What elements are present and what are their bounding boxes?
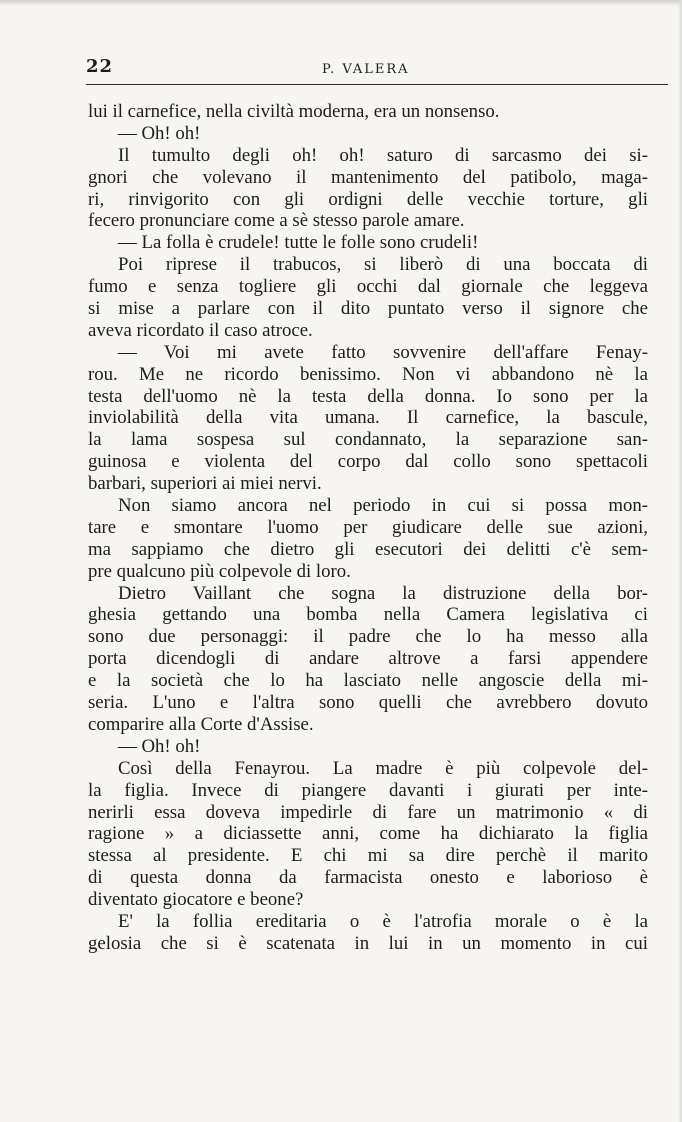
text-line: e la società che lo ha lasciato nelle angoscie della mi- (88, 670, 648, 692)
text-line: barbari, superiori ai miei nervi. (88, 473, 322, 495)
text-line: diventato giocatore e beone? (88, 889, 304, 911)
text-line: gnori che volevano il mantenimento del patibolo, maga- (88, 166, 648, 188)
text-line: inviolabilità della vita umana. Il carnefice, la bascule, (88, 407, 648, 429)
text-line: porta dicendogli di andare altrove a farsi appendere (88, 648, 648, 670)
text-line: ghesia gettando una bomba nella Camera legislativa ci (88, 604, 648, 626)
text-line: aveva ricordato il caso atroce. (88, 319, 313, 341)
text-line: ragione » a diciassette anni, come ha dichiarato la figlia (88, 823, 648, 845)
text-line: pre qualcuno più colpevole di loro. (88, 560, 351, 582)
running-head: P. VALERA (322, 62, 410, 77)
scan-edge (678, 0, 682, 1122)
text-line: fumo e senza togliere gli occhi dal giornale che leggeva (88, 276, 648, 298)
text-line: la figlia. Invece di piangere davanti i giurati per inte- (88, 779, 648, 801)
text-line: seria. L'uno e l'altra sono quelli che avrebbero dovuto (88, 692, 648, 714)
text-line: lui il carnefice, nella civiltà moderna, era un nonsenso. (88, 101, 500, 122)
text-line: Il tumulto degli oh! oh! saturo di sarcasmo dei si- (118, 144, 648, 166)
text-line: di questa donna da farmacista onesto e laborioso è (88, 867, 648, 889)
text-line: Così della Fenayrou. La madre è più colpevole del- (118, 757, 648, 779)
text-line: ri, rinvigorito con gli ordigni delle vecchie torture, gli (88, 188, 648, 210)
text-line: comparire alla Corte d'Assise. (88, 713, 314, 735)
text-line: — La folla è crudele! tutte le folle sono crudeli! (118, 232, 479, 254)
text-line: Dietro Vaillant che sogna la distruzione della bor- (118, 582, 648, 604)
text-line: — Oh! oh! (118, 122, 201, 144)
text-line: gelosia che si è scatenata in lui in un momento in cui (88, 932, 648, 954)
text-line: Poi riprese il trabucos, si liberò di una boccata di (118, 254, 648, 276)
header-rule (86, 84, 668, 85)
text-line: testa dell'uomo nè la testa della donna. Io sono per la (88, 385, 648, 407)
text-line: tare e smontare l'uomo per giudicare delle sue azioni, (88, 516, 648, 538)
text-line: sono due personaggi: il padre che lo ha messo alla (88, 626, 648, 648)
text-line: la lama sospesa sul condannato, la separazione san- (88, 429, 648, 451)
text-line: ma sappiamo che dietro gli esecutori dei delitti c'è sem- (88, 538, 648, 560)
page-number: 22 (86, 56, 114, 77)
text-line: rou. Me ne ricordo benissimo. Non vi abbandono nè la (88, 363, 648, 385)
text-line: si mise a parlare con il dito puntato verso il signore che (88, 298, 648, 320)
text-line: — Voi mi avete fatto sovvenire dell'affare Fenay- (118, 341, 648, 363)
text-line: Non siamo ancora nel periodo in cui si possa mon- (118, 495, 648, 517)
text-line: guinosa e violenta del corpo dal collo sono spettacoli (88, 451, 648, 473)
text-line: — Oh! oh! (118, 735, 201, 757)
text-line: E' la follia ereditaria o è l'atrofia morale o è la (118, 910, 648, 932)
body-text (88, 101, 648, 955)
text-line: fecero pronunciare come a sè stesso parole amare. (88, 210, 465, 232)
text-line: nerirli essa doveva impedirle di fare un matrimonio « di (88, 801, 648, 823)
text-line: stessa al presidente. E chi mi sa dire perchè il marito (88, 845, 648, 867)
